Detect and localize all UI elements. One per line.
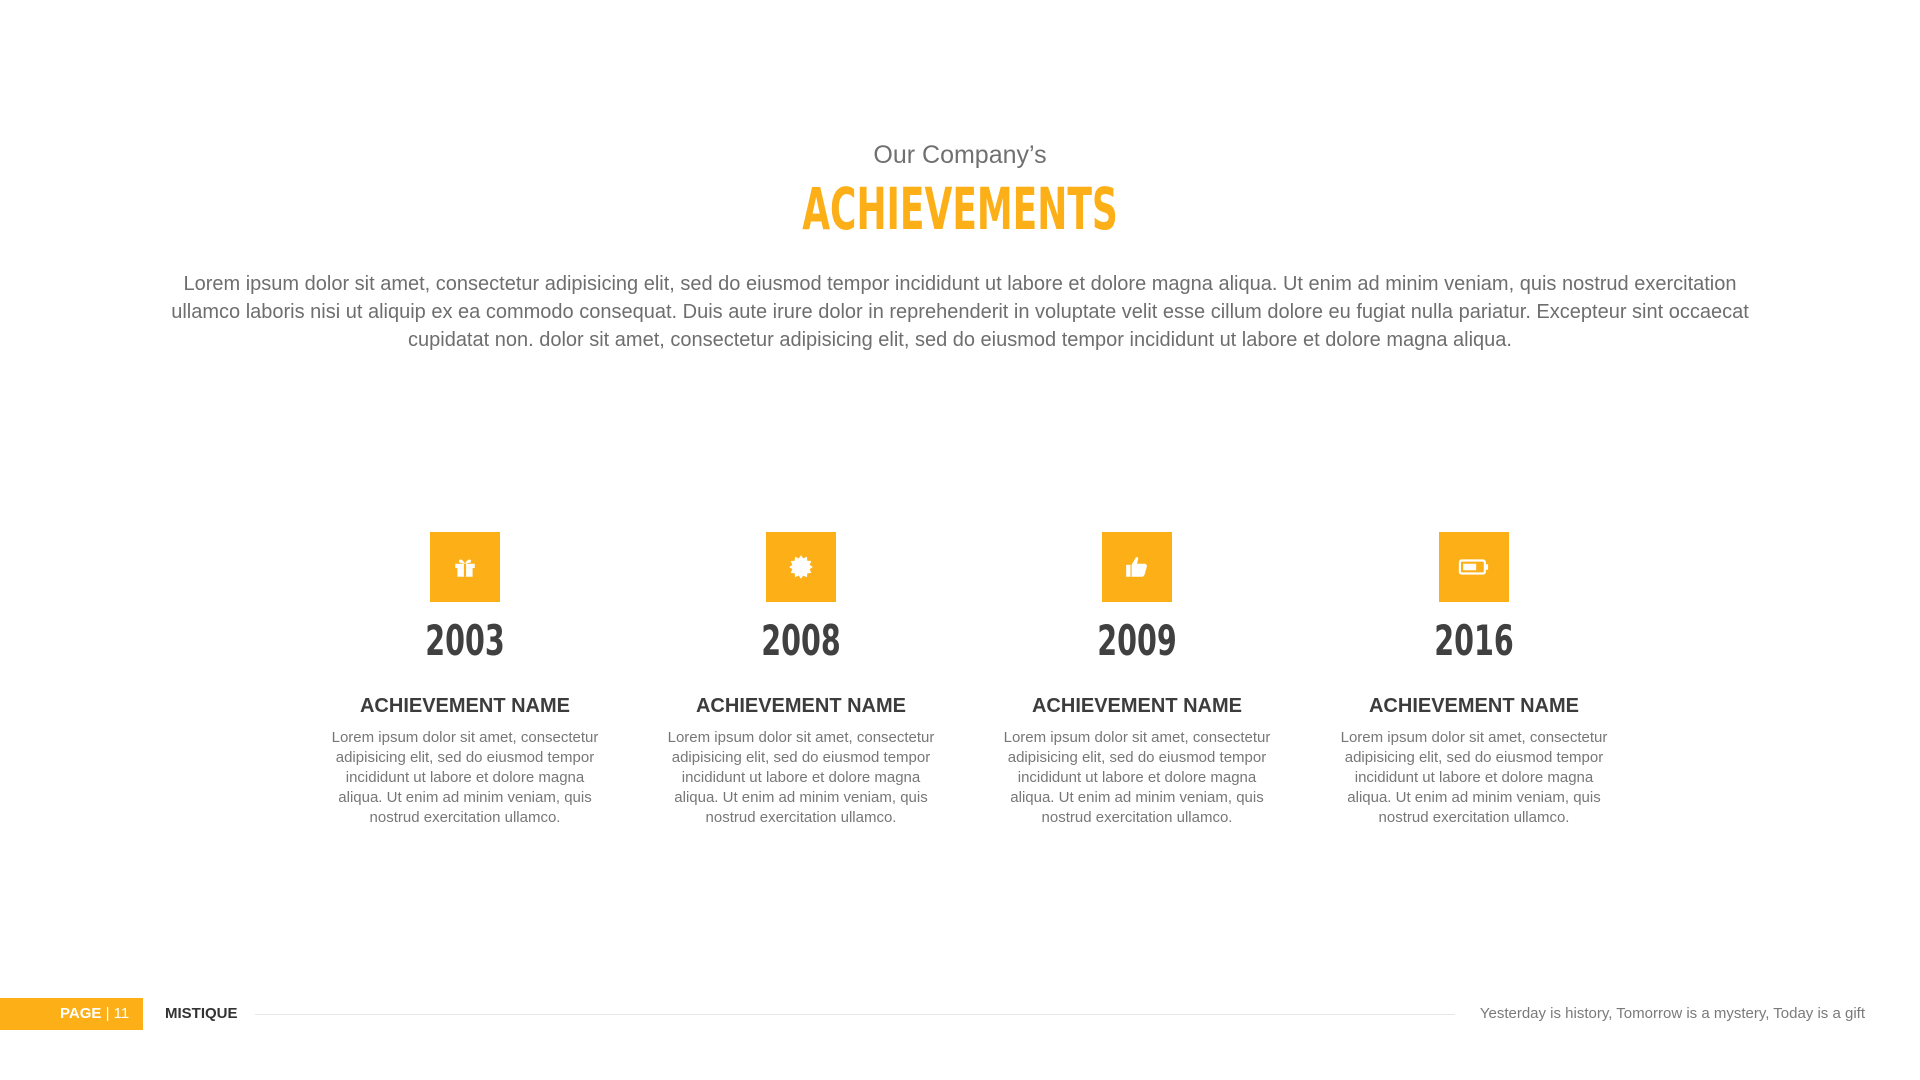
footer bbox=[0, 998, 1920, 1030]
achievement-year: 2009 bbox=[1097, 616, 1177, 665]
intro-paragraph: Lorem ipsum dolor sit amet, consectetur adipisicing elit, sed do eiusmod tempor incididunt ut labore et dolore magna aliqua. Ut enim ad minim veniam, quis nostrud exercitation ullamco laboris nisi ut aliquip ex ea commodo consequat. Duis aute irure dolor in reprehenderit in voluptate velit esse cillum dolore eu fugiat nulla pariatur. Excepteur sint occaecat cupidatat non. dolor sit amet, consectetur adipisicing elit, sed do eiusmod tempor incididunt ut labore et dolore magna aliqua. bbox=[171, 273, 1749, 351]
achievement-description: Lorem ipsum dolor sit amet, consectetur adipisicing elit, sed do eiusmod tempor incididunt ut labore et dolore magna aliqua. Ut enim ad minim veniam, quis nostrud exercitation ullamco. bbox=[1003, 729, 1271, 826]
achievement-card bbox=[987, 532, 1287, 828]
achievement-year: 2003 bbox=[425, 616, 505, 665]
battery-icon bbox=[1439, 532, 1509, 602]
achievement-name: ACHIEVEMENT NAME bbox=[359, 695, 570, 717]
achievement-card bbox=[315, 532, 615, 828]
achievement-description: Lorem ipsum dolor sit amet, consectetur adipisicing elit, sed do eiusmod tempor incididunt ut labore et dolore magna aliqua. Ut enim ad minim veniam, quis nostrud exercitation ullamco. bbox=[331, 729, 599, 826]
gift-icon bbox=[430, 532, 500, 602]
achievement-name: ACHIEVEMENT NAME bbox=[1031, 695, 1242, 717]
achievement-card bbox=[1324, 532, 1624, 828]
page-number: 11 bbox=[113, 1005, 130, 1022]
page-label: PAGE bbox=[60, 1005, 102, 1022]
achievements-list bbox=[0, 532, 1920, 852]
achievement-description: Lorem ipsum dolor sit amet, consectetur adipisicing elit, sed do eiusmod tempor incididunt ut labore et dolore magna aliqua. Ut enim ad minim veniam, quis nostrud exercitation ullamco. bbox=[667, 729, 935, 826]
footer-tagline: Yesterday is history, Tomorrow is a mystery, Today is a gift bbox=[1479, 1005, 1865, 1022]
achievement-year: 2008 bbox=[761, 616, 841, 665]
page-title: ACHIEVEMENTS bbox=[802, 175, 1118, 243]
achievement-name: ACHIEVEMENT NAME bbox=[1368, 695, 1579, 717]
badge-icon bbox=[766, 532, 836, 602]
page-indicator bbox=[0, 998, 143, 1030]
footer-divider bbox=[255, 1014, 1455, 1015]
achievement-description: Lorem ipsum dolor sit amet, consectetur adipisicing elit, sed do eiusmod tempor incididunt ut labore et dolore magna aliqua. Ut enim ad minim veniam, quis nostrud exercitation ullamco. bbox=[1340, 729, 1608, 826]
header bbox=[0, 140, 1920, 243]
achievement-name: ACHIEVEMENT NAME bbox=[695, 695, 906, 717]
page-separator: | bbox=[101, 1005, 114, 1022]
brand-name: MISTIQUE bbox=[165, 1005, 238, 1022]
page-subtitle: Our Company’s bbox=[873, 141, 1047, 169]
thumbs-up-icon bbox=[1102, 532, 1172, 602]
achievement-year: 2016 bbox=[1434, 616, 1514, 665]
achievement-card bbox=[651, 532, 951, 828]
